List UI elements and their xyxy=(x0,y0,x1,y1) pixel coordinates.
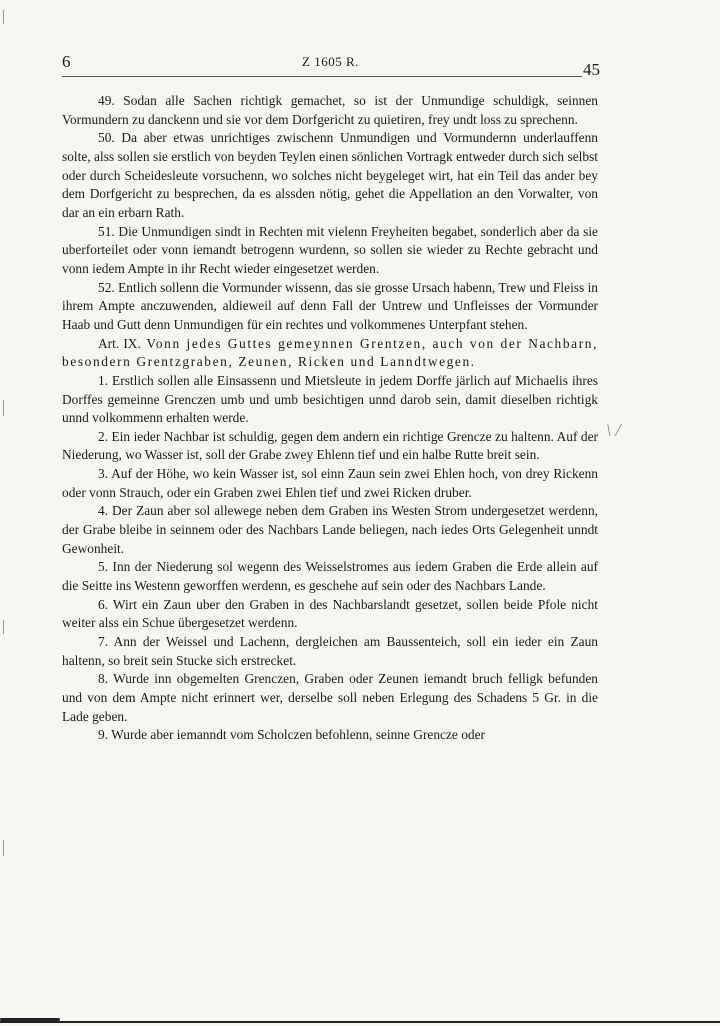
article-paragraph-5: 5. Inn der Niederung sol wegenn des Weisselstromes aus iedem Graben die Erde allein auf die Seitte ins Westenn geworffen werdenn, es geschehe auf sein oder des Nachbars Lande. xyxy=(62,559,598,594)
article-paragraph-9: 9. Wurde aber iemanndt vom Scholczen befohlenn, seinne Grencze oder xyxy=(98,727,486,743)
paragraph-52: 52. Entlich sollenn die Vormunder wissenn, das sie grosse Ursach habenn, Trew und Fleiss in ihrem Ampte anczuwenden, aldieweil auf denn Fall der Untrew und Unfleisses der Vormunder Haab und Gutt denn Unmundigen für ein rechtes und volkommenes Unterpfant stehen. xyxy=(62,279,598,332)
article-paragraph-4: 4. Der Zaun aber sol allewege neben dem Graben ins Westen Strom undergesetzet werdenn, der Grabe bleibe in seinnem oder des Nachbars Lande beliegen, nach iedes Orts Gelegenheit unndt Gewonheit. xyxy=(62,503,598,556)
scan-edge-mark xyxy=(3,840,4,856)
scan-edge-mark xyxy=(3,400,4,416)
paragraph-51: 51. Die Unmundigen sindt in Rechten mit vielenn Freyheiten begabet, sonderlich aber da sie uberforteilet oder vonn iemandt betrogenn wurdenn, so sollen sie wieder zu Rechte gebracht und vonn iedem Ampte in ihr Recht wieder eingesetzet werden. xyxy=(62,223,598,276)
page-number-right: 45 xyxy=(583,60,600,79)
page-number-left: 6 xyxy=(62,52,71,71)
paragraph-50: 50. Da aber etwas unrichtiges zwischenn Unmundigen und Vormundernn underlauffenn solte, alss sollen sie erstlich von beyden Teylen einen sönlichen Vortragk entweder durch sich selbst oder durch Scheidesleute vorsuchenn, wo solches nicht beygeleget wirt, hat ein Teil das ander bey dem Dorfgericht zu besprechen, da es alssden nötig, gehet die Appellation an den Vorwalter, von dar an ein erbarn Rath. xyxy=(62,130,598,220)
article-number: Art. IX. xyxy=(98,335,141,351)
article-paragraph-8: 8. Wurde inn obgemelten Grenczen, Graben oder Zeunen iemandt bruch felligk befunden und von dem Ampte nicht erinnert wer, derselbe soll neben Erlegung des Schadens 5 Gr. in die Lade geben. xyxy=(62,671,598,724)
margin-pencil-mark: \ / xyxy=(606,420,621,440)
running-title: Z 1605 R. xyxy=(302,54,359,69)
article-paragraph-6: 6. Wirt ein Zaun uber den Graben in des Nachbarslandt gesetzet, sollen beide Pfole nicht weiter alss ein Schue übergesetzet werdenn. xyxy=(62,596,598,631)
page-header xyxy=(62,52,600,82)
article-paragraph-2: 2. Ein ieder Nachbar ist schuldig, gegen dem andern ein richtige Grencze zu haltenn. Auf der Niederung, wo Wasser ist, soll der Grabe zwey Ehlenn tief und ein halbe Rutte breit sein. xyxy=(62,428,598,463)
article-paragraph-3: 3. Auf der Höhe, wo kein Wasser ist, sol einn Zaun sein zwei Ehlen hoch, von drey Rickenn oder vonn Strauch, oder ein Graben zwei Ehlen tief und zwei Ricken druber. xyxy=(62,466,598,500)
scan-edge-mark xyxy=(3,620,4,634)
article-heading xyxy=(62,335,598,372)
scan-bottom-edge xyxy=(0,1021,720,1023)
document-body xyxy=(62,92,598,745)
article-paragraph-1: 1. Erstlich sollen alle Einsassenn und Mietsleute in jedem Dorffe järlich auf Michaelis ihres Dorffes gemeinne Grenczen umb und umb besichtigen unnd darob sein, damit dieselben richtigk unnd volkommenn erhalten werde. xyxy=(62,372,598,426)
scan-edge-mark xyxy=(3,10,4,24)
header-rule xyxy=(62,76,582,77)
paragraph-49: 49. Sodan alle Sachen richtigk gemachet, so ist der Unmundige schuldigk, seinnen Vormundern zu danckenn und sie vor dem Dorfgericht zu quietiren, frey undt loss zu sprechenn. xyxy=(62,93,598,127)
article-title: Vonn jedes Guttes gemeynnen Grentzen, auch von der Nachbarn, besondern Grentzgraben, Zeunen, Ricken und Lanndtwegen. xyxy=(62,335,598,370)
article-paragraph-7: 7. Ann der Weissel und Lachenn, dergleichen am Baussenteich, soll ein ieder ein Zaun haltenn, so breit sein Stucke sich erstrecket. xyxy=(62,634,598,668)
